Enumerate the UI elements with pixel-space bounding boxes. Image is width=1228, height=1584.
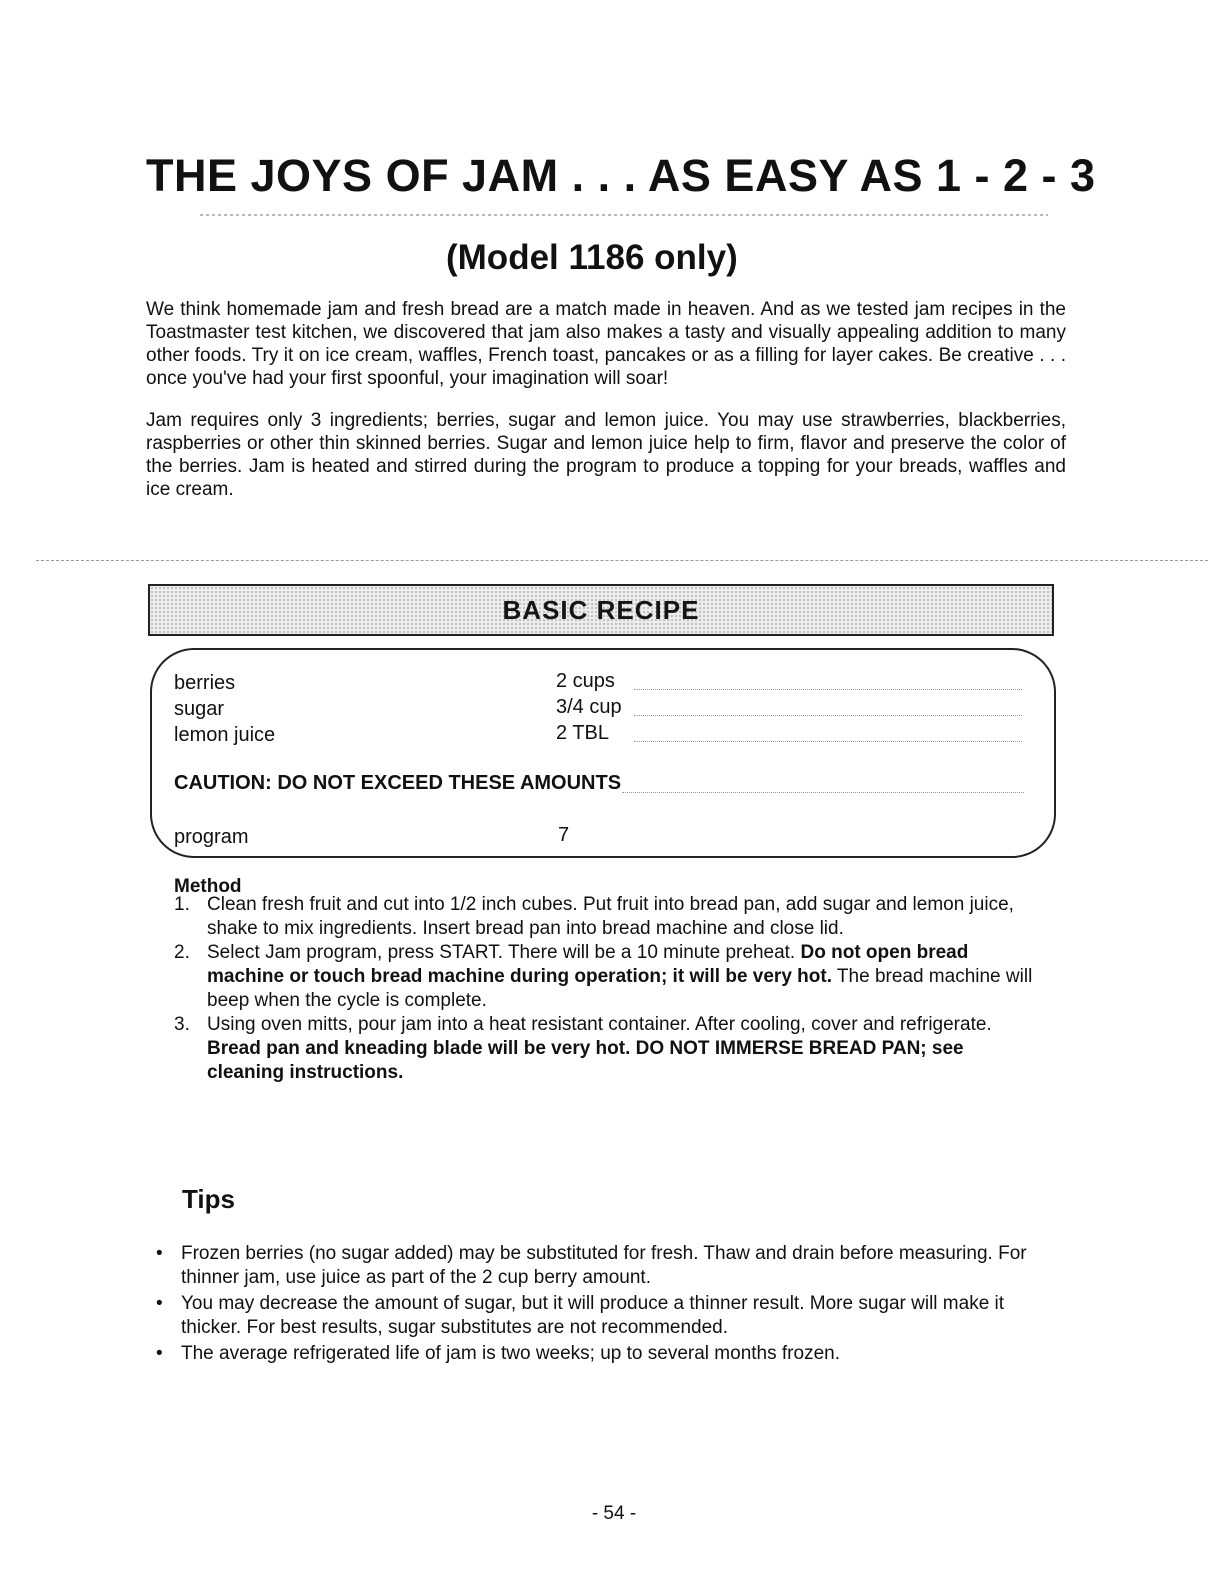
tip-text: You may decrease the amount of sugar, but it will produce a thinner result. More sugar will make it thicker. For best results, sugar substitutes are not recommended. [181, 1293, 1005, 1338]
tips-list [156, 1242, 1056, 1368]
tip-text: Frozen berries (no sugar added) may be substituted for fresh. Thaw and drain before measuring. For thinner jam, use juice as part of the 2 cup berry amount. [181, 1243, 1027, 1288]
ingredient-name: lemon juice [174, 724, 276, 746]
ingredient-row [174, 696, 1032, 722]
step-number: 2. [174, 942, 190, 963]
basic-recipe-banner [148, 584, 1054, 636]
bullet-icon: • [156, 1343, 163, 1364]
ingredient-amount: 3/4 cup [556, 696, 622, 718]
ingredient-name: sugar [174, 698, 225, 720]
method-step [174, 893, 1034, 941]
leader-dots [622, 792, 1024, 793]
step-text-after: The bread machine will beep when the cycle is complete. [207, 966, 1033, 1011]
page-subtitle: (Model 1186 only) [446, 238, 738, 277]
tip-text: The average refrigerated life of jam is two weeks; up to several months frozen. [181, 1343, 840, 1364]
ingredient-row [174, 722, 1032, 748]
step-text: Clean fresh fruit and cut into 1/2 inch cubes. Put fruit into bread pan, add sugar and lemon juice, shake to mix ingredients. Insert bread pan into bread machine and close lid. [207, 894, 1014, 939]
leader-dots [634, 741, 1022, 742]
bullet-icon: • [156, 1293, 163, 1314]
bullet-icon: • [156, 1243, 163, 1264]
caution-text: CAUTION: DO NOT EXCEED THESE AMOUNTS [174, 772, 622, 794]
step-text: Select Jam program, press START. There will be a 10 minute preheat. [207, 942, 801, 963]
ingredient-amount: 2 TBL [556, 722, 609, 744]
method-step [174, 941, 1034, 1013]
leader-dots [634, 715, 1022, 716]
tips-heading: Tips [182, 1184, 235, 1214]
ingredients-box [150, 648, 1056, 858]
step-warning: Do not open bread machine or touch bread machine during operation; it will be very hot. [207, 942, 969, 987]
section-divider [36, 560, 1208, 561]
step-text: Using oven mitts, pour jam into a heat resistant container. After cooling, cover and refrigerate. [207, 1014, 992, 1035]
tip-item [156, 1292, 1056, 1340]
method-step [174, 1013, 1034, 1085]
tip-item [156, 1242, 1056, 1290]
step-warning: Bread pan and kneading blade will be very hot. DO NOT IMMERSE BREAD PAN; see cleaning instructions. [207, 1038, 964, 1083]
basic-recipe-title: BASIC RECIPE [502, 595, 700, 625]
page-title: THE JOYS OF JAM . . . AS EASY AS 1 - 2 - 3 [146, 150, 1096, 201]
ingredient-amount: 2 cups [556, 670, 615, 692]
ingredient-name: berries [174, 672, 236, 694]
leader-dots [634, 689, 1022, 690]
ingredient-row [174, 670, 1032, 696]
intro-paragraph-1: We think homemade jam and fresh bread are a match made in heaven. And as we tested jam recipes in the Toastmaster test kitchen, we discovered that jam also makes a tasty and visually appealing addition to many other foods. Try it on ice cream, waffles, French toast, pancakes or as a filling for layer cakes. Be creative . . . once you've had your first spoonful, your imagination will soar! [146, 299, 1066, 389]
step-number: 1. [174, 894, 190, 915]
intro-paragraph-2: Jam requires only 3 ingredients; berries, sugar and lemon juice. You may use strawberries, blackberries, raspberries or other thin skinned berries. Sugar and lemon juice help to firm, flavor and preserve the color of the berries. Jam is heated and stirred during the program to produce a topping for your breads, waffles and ice cream. [146, 410, 1066, 500]
page-number: - 54 - [591, 1503, 637, 1524]
program-value: 7 [558, 824, 570, 846]
method-heading: Method [174, 876, 242, 897]
program-label: program [174, 826, 249, 848]
method-steps [174, 893, 1034, 1085]
tip-item [156, 1342, 1056, 1366]
step-number: 3. [174, 1014, 190, 1035]
title-rule [200, 214, 1048, 216]
